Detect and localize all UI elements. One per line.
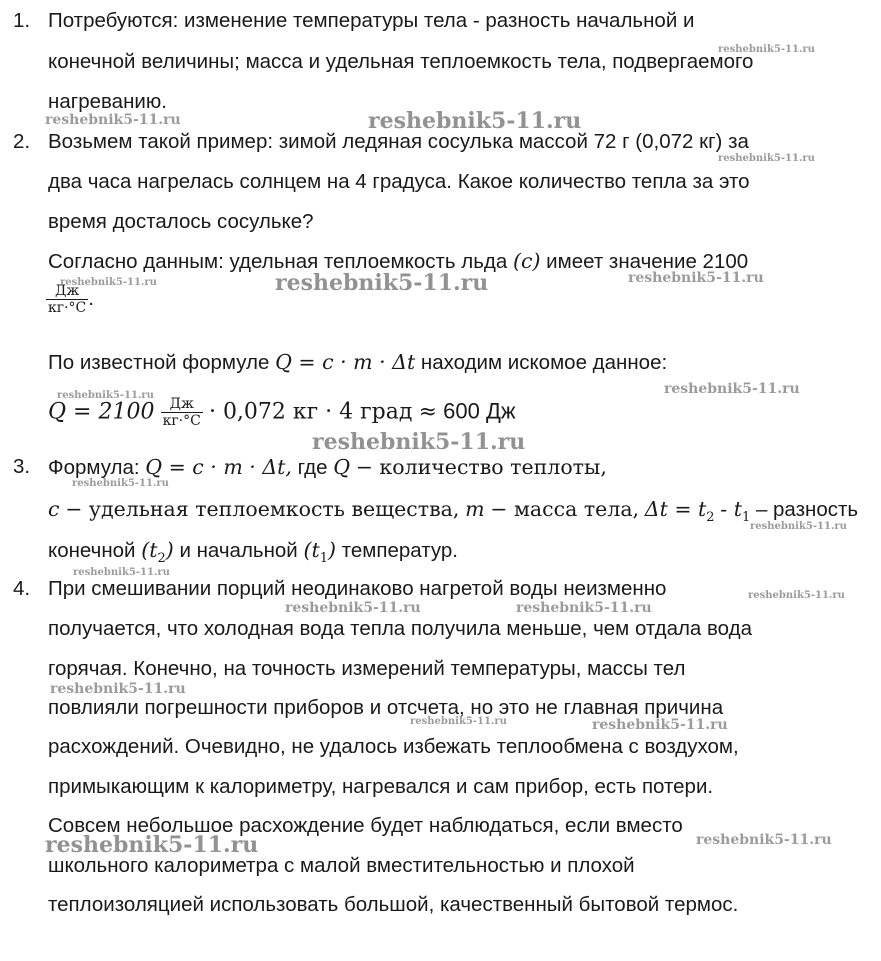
item3-label: Формула: [48,456,140,479]
unit-denominator: кг·°C [48,300,87,316]
watermark: reshebnik5-11.ru [50,681,186,697]
unit-numerator: Дж [54,283,80,299]
watermark: reshebnik5-11.ru [410,716,507,727]
item1-line1: Потребуются: изменение температуры тела - разность начальной и [48,9,695,32]
watermark: reshebnik5-11.ru [664,381,800,397]
watermark: reshebnik5-11.ru [748,590,845,601]
item3-m-var: m [465,497,485,521]
item3-t2-sub: 2 [706,510,715,526]
item3-final: конечной [48,539,136,562]
item3-dt: Δt = t [644,497,707,521]
item3-minus: - t [720,497,742,521]
item4-line5: расхождений. Очевидно, не удалось избежать теплообмена с воздухом, [48,735,739,758]
item3-formula: Q = c · m · Δt, [145,455,292,479]
watermark: reshebnik5-11.ru [516,600,652,616]
watermark: reshebnik5-11.ru [60,277,157,288]
item3-line1 [48,455,607,480]
item-number-1: 1. [13,9,31,32]
watermark: reshebnik5-11.ru [368,108,582,134]
item4-line7: Совсем небольшое расхождение будет наблюдаться, если вместо [48,814,683,837]
watermark: reshebnik5-11.ru [285,600,421,616]
watermark: reshebnik5-11.ru [45,832,259,858]
item3-t1-close: ) [328,538,336,562]
item3-m-desc: − масса тела, [490,497,640,521]
watermark: reshebnik5-11.ru [696,832,832,848]
watermark: reshebnik5-11.ru [718,153,815,164]
item2-formula-line [48,350,667,375]
item2-line2: два часа нагрелась солнцем на 4 градуса. Какое количество тепла за это [48,170,750,193]
item3-t2-open: (t [141,538,158,562]
calc-unit-fraction [161,396,203,429]
item3-t1-sub: 1 [741,510,751,526]
item4-line8: школьного калориметра с малой вместительностью и плохой [48,854,635,877]
item3-q-var: Q [333,455,351,479]
item4-line3: горячая. Конечно, на точность измерений температуры, массы тел [48,657,686,680]
formula-intro: По известной формуле [48,351,270,374]
item3-t2-close: ) [165,538,174,562]
formula-main: Q = c · m · Δt [275,350,416,374]
item3-temperatures: температур. [341,539,458,562]
item3-where: где [297,456,328,479]
item3-c-var: c [48,497,60,521]
watermark: reshebnik5-11.ru [718,44,815,55]
given-tail: имеет значение 2100 [546,250,749,273]
watermark: reshebnik5-11.ru [628,270,764,286]
watermark: reshebnik5-11.ru [45,112,181,128]
item1-line3: нагреванию. [48,90,167,113]
item3-t1-open: (t [303,538,320,562]
item4-line1: При смешивании порций неодинаково нагретой воды неизменно [48,577,667,600]
item2-line3: время досталось сосульке? [48,210,314,233]
watermark: reshebnik5-11.ru [72,478,169,489]
formula-tail: находим искомое данное: [420,351,668,374]
item3-initial: и начальной [179,539,298,562]
calc-mid: · 0,072 кг · 4 град [208,399,413,425]
item1-line2: конечной величины; масса и удельная теплоемкость тела, подвергаемого [48,50,754,73]
calc-unit-denominator: кг·°C [162,413,201,429]
item-number-4: 4. [13,577,31,600]
watermark: reshebnik5-11.ru [750,521,847,532]
item3-t2-index: 2 [157,551,166,567]
item3-t1-index: 1 [319,551,328,567]
unit-dot: . [88,286,94,310]
watermark: reshebnik5-11.ru [73,567,170,578]
given-var: (c) [512,249,541,273]
item3-q-desc: − количество теплоты, [355,455,607,479]
given-text: Согласно данным: удельная теплоемкость льда [48,250,508,273]
item4-line4: повлияли погрешности приборов и отсчета, но это не главная причина [48,696,724,719]
item-number-2: 2. [13,130,31,153]
watermark: reshebnik5-11.ru [312,429,526,455]
calc-unit-numerator: Дж [169,396,194,412]
item3-diff: – разность [755,498,859,521]
watermark: reshebnik5-11.ru [592,717,728,733]
item3-line2 [48,497,858,530]
item4-line2: получается, что холодная вода тепла получила меньше, чем отдала вода [48,617,752,640]
item-number-3: 3. [13,455,31,478]
watermark: reshebnik5-11.ru [57,390,154,401]
item4-line6: примыкающим к калориметру, нагревался и сам прибор, есть потери. [48,775,714,798]
calc-result: 600 Дж [443,398,516,424]
watermark: reshebnik5-11.ru [275,270,489,296]
item4-line9: теплоизоляцией использовать большой, качественный бытовой термос. [48,893,739,916]
calc-approx: ≈ [418,399,437,425]
calc-lhs: Q = 2100 [48,399,155,425]
item3-c-desc: − удельная теплоемкость вещества, [65,497,460,521]
item2-line1: Возьмем такой пример: зимой ледяная сосулька массой 72 г (0,072 кг) за [48,130,749,153]
